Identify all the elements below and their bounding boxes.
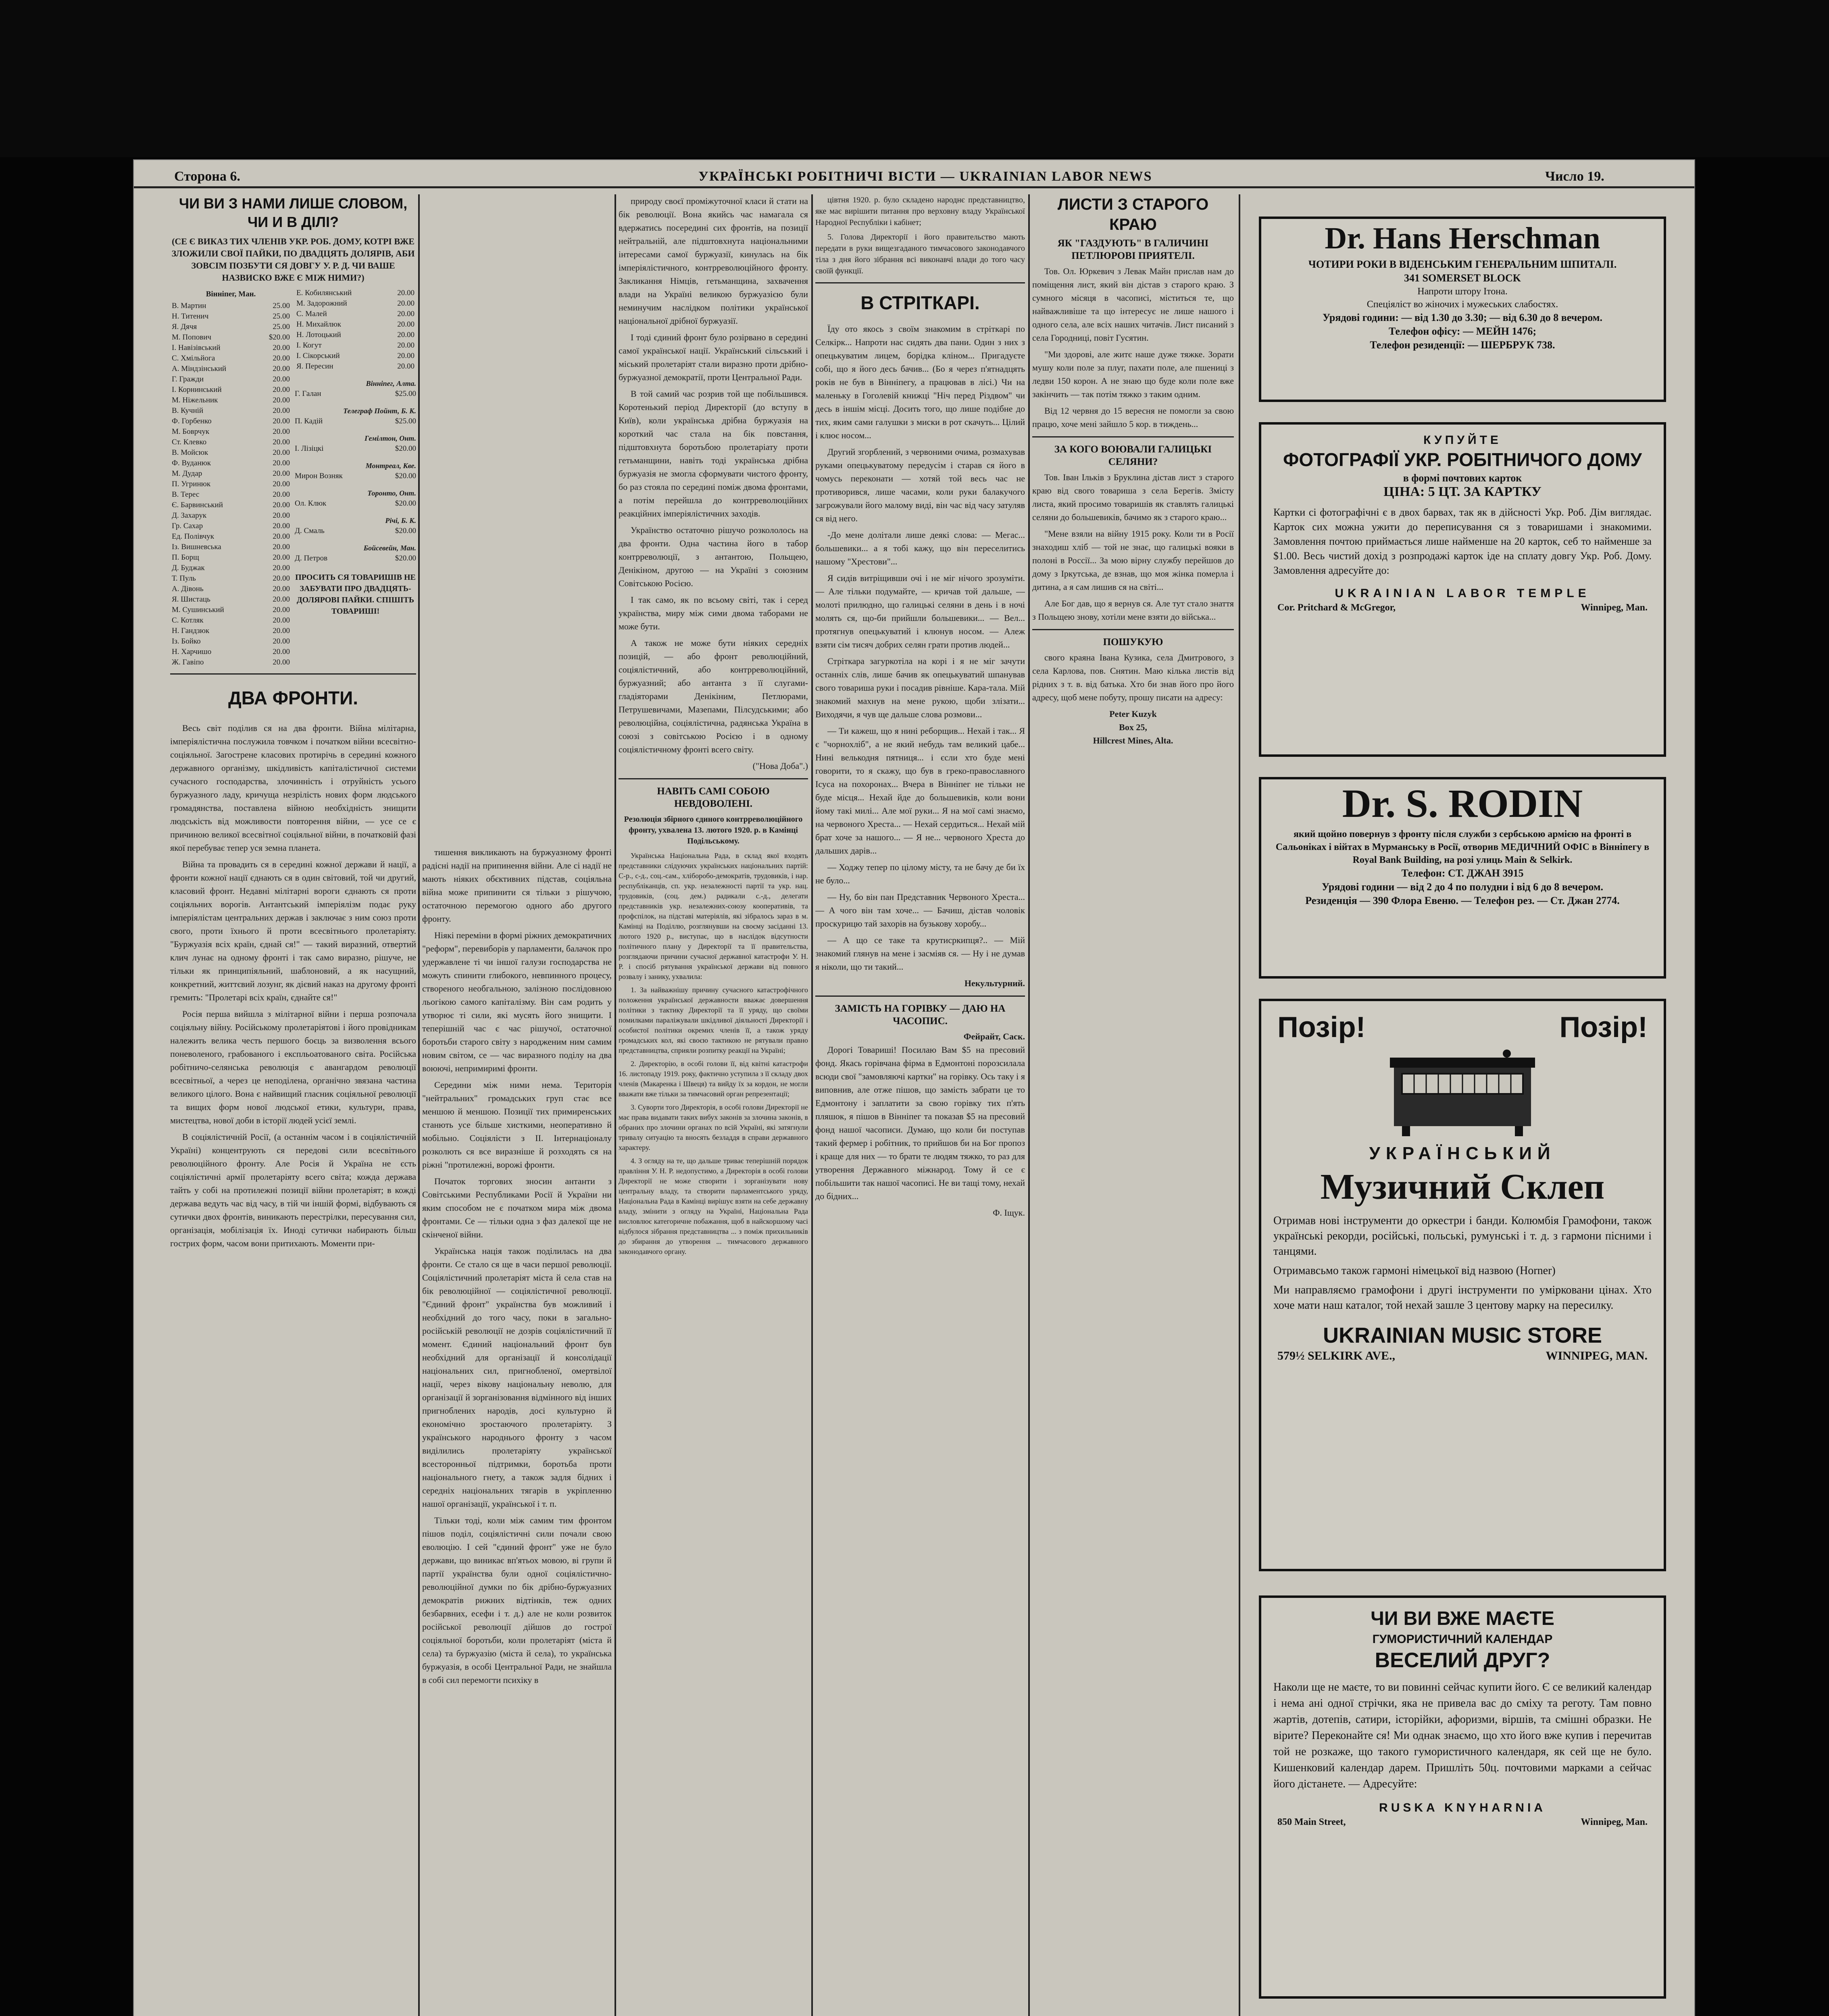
donor-row	[170, 395, 292, 406]
article-paragraph: тишення викликають на буржуазному фронті радісні надії на припинення війни. Але сі надії не мають ніяких обєктивних підстав, соціяльна війна може припинити ся тільки з рішучою, остаточною перемогою одного або другого фронту.	[422, 847, 612, 924]
donor-name: В. Мартин	[172, 302, 206, 310]
donor-name: Н. Лотоцький	[296, 331, 341, 339]
donor-name: Я. Шистаць	[172, 595, 210, 604]
ad-address	[1261, 601, 1664, 614]
ad-body: Отримав нові інструменти до оркестри і банди. Колюмбія Грамофони, також українські рекорди, російські, польські, румунські і т. д. з гармони пісними і танцями.	[1273, 1214, 1652, 1258]
notice-name: Peter Kuzyk	[1109, 709, 1157, 719]
ad-body: Ми направляємо грамофони і другі інструменти по умірковани цінах. Хто хоче мати наш каталог, той нехай зашле 3 центову марку на пересилку.	[1273, 1284, 1652, 1312]
donor-name: Г. Галан	[295, 389, 321, 398]
ad-line: Урядові години — від 2 до 4 по полудни і від 6 до 8 вечером.	[1321, 881, 1604, 893]
donor-row	[170, 605, 292, 615]
donor-amount: 20.00	[273, 511, 290, 520]
article-paragraph: -До мене долітали лише деякі слова: — Мегас... большевики... а я тобі кажу, що він переселитись нашому "Хрестови"...	[815, 530, 1025, 566]
film-border-top	[0, 0, 1829, 157]
donor-row	[170, 416, 292, 427]
masthead: УКРАЇНСЬКІ РОБІТНИЧІ ВІСТИ — UKRAINIAN LABOR NEWS	[698, 169, 1152, 184]
donor-amount: 25.00	[273, 312, 290, 321]
donor-amount: 20.00	[273, 585, 290, 593]
donor-amount: 20.00	[273, 344, 290, 352]
donor-amount: 20.00	[397, 362, 415, 371]
article-paragraph: Їду ото якось з своїм знакомим в стріткарі по Селкірк... Напроти нас сидять два пани. Один з них з опецькуватим лицем, борідка кліном... Пригадуєте собі, що я його десь бачив... (Бо я через п'ятнадцять років не був в Вінніпегу, а працював в лісі.) Чи на маленьку в Гоголевій книжці "Ніч перед Різдвом" чи десь в іншім місці. Досить того, що лише подібне до тих, яким сами галушки з миски в рот скачуть... Цілий і клює носом...	[815, 324, 1025, 440]
donor-name: Т. Пуль	[172, 574, 196, 583]
ad-line: Напроти штору Ітона.	[1417, 286, 1508, 297]
article-paragraph: Але Бог дав, що я вернув ся. Але тут стало знаття з Польщею знову, хотіли мене взяти до війська...	[1032, 598, 1234, 622]
donor-name: Н. Гандзюк	[172, 627, 210, 635]
ad-line: ГУМОРИСТИЧНИЙ КАЛЕНДАР	[1372, 1633, 1553, 1646]
donor-name: А. Дівонь	[172, 585, 204, 593]
article-paragraph: Ніякі переміни в формі ріжних демократичних "реформ", перевиборів у парламенти, балачок про удержавлене ті чи іншої галузи господарства не можуть спинити глибокого, невпинного процесу, створеного необгальною, залізною послідовною льогікою самого капіталізму. Він сам родить у утворює ті сили, які мусять його знищити. І теперішній час є час рішучої, остаточної боротьби старого світу з народженим ним самим новим світом, се — час виразного поділу на два воюючі, непримиримі фронти.	[422, 930, 612, 1073]
divider	[170, 673, 416, 675]
donor-amount: $25.00	[395, 389, 416, 398]
article-paragraph: 2. Директорію, в особі голови її, від квітні катастрофи 16. листопаду 1919. року, фактично уступила з її складу двох членів (Макаренка і Швеця) та вийду їх за кордон, не могли вважати вже тільки за тимчасовий орган репрезентації;	[619, 1060, 808, 1098]
donor-name: Гр. Сахар	[172, 522, 203, 530]
ad-line: КУПУЙТЕ	[1423, 433, 1502, 447]
donor-row	[170, 322, 292, 332]
donor-row	[170, 479, 292, 489]
article-place: Фейрайт, Саск.	[963, 1031, 1025, 1041]
article-title: В СТРІТКАРІ.	[860, 292, 980, 313]
donor-place: Гемілтон, Онт.	[365, 434, 416, 442]
donor-row	[170, 573, 292, 584]
donor-name: А. Міндзінський	[172, 364, 227, 373]
column-4	[815, 194, 1025, 2016]
donor-amount: 20.00	[273, 595, 290, 604]
notice-title: ПОШУКУЮ	[1103, 637, 1163, 648]
donor-row	[170, 594, 292, 605]
ad-org: RUSKA KNYHARNIA	[1379, 1801, 1546, 1814]
donor-amount: 20.00	[397, 352, 415, 360]
donor-name: Ол. Клюк	[295, 499, 327, 508]
ad-title: ФОТОГРАФІЇ УКР. РОБІТНИЧОГО ДОМУ	[1283, 449, 1642, 470]
donor-amount: $20.00	[395, 472, 416, 480]
donor-amount: 20.00	[273, 648, 290, 656]
article-paragraph: Середини між ними нема. Територія "нейтральних" громадських груп стає все меншою й меншою. Позиції тих примиренських станють усе більше хисткими, неоперативно й мобільно. Соціялісти з ІІ. Інтернаціоналу розколють ся все виразніше й розходять ся на ріжні "протилежні, ворожі фронти.	[422, 1080, 612, 1170]
gramophone-icon	[1386, 1050, 1539, 1138]
divider	[619, 778, 808, 779]
divider	[1032, 436, 1234, 437]
donor-amount: 20.00	[273, 448, 290, 457]
donor-name: Ж. Гавіпо	[172, 658, 204, 666]
ad-line: Резиденція — 390 Флора Евеню. — Телефон рез. — Ст. Джан 2774.	[1305, 895, 1620, 906]
donor-name: М. Ніжельник	[172, 396, 218, 404]
donor-name: Я. Дячя	[172, 323, 197, 331]
donor-row	[295, 444, 416, 454]
ad-org: UKRAINIAN MUSIC STORE	[1323, 1323, 1602, 1347]
donor-row	[295, 288, 416, 298]
donor-name: М. Задорожний	[296, 299, 347, 308]
column-rule	[615, 194, 616, 2016]
donor-amount: 20.00	[273, 406, 290, 415]
donor-amount: 20.00	[273, 469, 290, 478]
ad-music-store	[1259, 999, 1666, 1571]
column-rule	[418, 194, 420, 2016]
donor-name: Н. Титенич	[172, 312, 209, 321]
donor-name: І. Когут	[296, 341, 322, 350]
donor-amount: $25.00	[395, 417, 416, 425]
donor-amount: 20.00	[273, 532, 290, 541]
donor-row	[170, 301, 292, 311]
donor-row	[170, 552, 292, 563]
article-paragraph: Росія перша вийшла з мілітарної війни і перша розпочала соціяльну війну. Російському пролетаріятові і його провідникам належить велика честь першого боєць за визволення всього поневоленого, грабованого і експльоатованого світа. Російська робітничо-селянська революція є авангардом революції всесвітньої, а через це неподілена, органічно звязана частина великого цілого. Вона є найвищий гласник соціяльної революції та вищих форм нової людської етики, культури, права, мистецтва, нової доби в історії людей усієї землі.	[170, 1009, 416, 1125]
donors-title: ЧИ ВИ З НАМИ ЛИШЕ СЛОВОМ, ЧИ И В ДІЛІ?	[179, 195, 408, 230]
donor-row	[170, 657, 292, 668]
article-paragraph: Українська нація також поділилась на два фронти. Се стало ся ще в часи першої революції. Соціялістичний пролетаріят міста й села став на бік революційної — соціялістичної революції. "Єдиний фронт" українства був можливий і необхідний до того часу, поки в загально-російській революції не дозрів соціялістичний її момент. Єдиний національний фронт був необхідний для організації й консолідації національних сил, пригнобленої, омертвілої нації, через вікову національну неволю, для організації й зорганізовання відмінного від інших пригноблених народів, досі культурно й економічно зростаючого пролетаріяту. З українського народнього фронту з часом виділились пролетаріяту української всесторонньої підтримки, боротьба проти національного гнету, а також задля бідних і середніх національних тягарів в укріпленню нашої організації, української і т. п.	[422, 1246, 612, 1509]
donor-amount: 20.00	[273, 417, 290, 425]
donor-row	[170, 584, 292, 594]
donor-amount: 20.00	[273, 480, 290, 488]
article-paragraph: 3. Суворти того Директорія, в особі голови Директорії не має права видавати таких вибух законів за злочина законів, в обраних про злочини органах по всій Україні, які затягнули тривалу ситуацію та вносять безладдя в справи державного характеру.	[619, 1103, 808, 1152]
ad-doctor-name: Dr. Hans Herschman	[1325, 221, 1600, 255]
article-paragraph: Другий згорблений, з червоними очима, розмахував руками опецькуватому передусім і старав ся його в чомусь переконати — хотяй той весь час не противорився, лише часами, коли руки балакучого загрожували його малому виді, він час від часу затуляв ся від него.	[815, 447, 1025, 523]
article-paragraph: Тов. Іван Ільків з Бруклина дістав лист з старого краю від свого товариша з села Берегів. Змісту листа, який просимо товаришів як ставлять галицькі селяни до большевиків, бачимо як з старого краю...	[1032, 472, 1234, 522]
article-title: ЗА КОГО ВОЮВАЛИ ГАЛИЦЬКІ СЕЛЯНИ?	[1054, 444, 1212, 467]
divider	[815, 996, 1025, 997]
donor-row	[170, 489, 292, 500]
donor-row	[170, 531, 292, 542]
donor-name: П. Угринюк	[172, 480, 211, 488]
donor-amount: $20.00	[395, 499, 416, 508]
article-paragraph: цівтня 1920. р. було складено народнє представництво, яке має вирішити питання про верховну владу Української Народної Республіки і кабінет;	[815, 196, 1025, 227]
ad-herschman	[1259, 217, 1666, 402]
donor-row	[170, 437, 292, 448]
article-paragraph: Стріткара загуркотіла на корі і я не міг зачути останніх слів, лише бачив як опецькуватий шпанував свого товариша руки і посадив рівніше. Кара-тала. Мій знакомий махнув на мене рукою, щоби злізати... Виходячи, я чув ще дальше слова розмови...	[815, 656, 1025, 719]
donor-row	[295, 553, 416, 564]
donor-place: Монтреал, Кве.	[365, 462, 416, 470]
donor-name: Мирон Возняк	[295, 472, 343, 480]
article-subtitle: Резолюція збірного єдиного контрреволюційного фронту, ухвалена 13. лютого 1920. р. в Камінці Подільському.	[624, 815, 803, 846]
donor-row	[295, 389, 416, 399]
letters-subtitle: ЯК "ГАЗДУЮТЬ" В ГАЛИЧИНІ ПЕТЛЮРОВІ ПРИЯТЕЛІ.	[1057, 238, 1209, 261]
ad-address	[1261, 1350, 1664, 1362]
donor-name: М. Сушинський	[172, 606, 224, 614]
donor-name: В. Кучній	[172, 406, 204, 415]
donor-amount: $20.00	[395, 554, 416, 562]
ad-title: Музичний Склеп	[1320, 1167, 1605, 1207]
donor-amount: 20.00	[273, 438, 290, 446]
column-rule	[1028, 194, 1030, 2016]
ad-org: UKRAINIAN LABOR TEMPLE	[1335, 587, 1590, 600]
donor-amount: 20.00	[273, 354, 290, 362]
donor-name: Ф. Вуданюк	[172, 459, 211, 467]
ad-line: 341 SOMERSET BLOCK	[1404, 272, 1521, 284]
donor-row	[295, 416, 416, 427]
ad-title: ЧИ ВИ ВЖЕ МАЄТЕ	[1371, 1608, 1554, 1629]
donor-row	[295, 498, 416, 509]
donor-row	[170, 469, 292, 479]
donors-table-right	[295, 288, 416, 372]
donor-name: Д. Петров	[295, 554, 328, 562]
donor-place: Телеграф Пойнт, Б. К.	[343, 407, 416, 415]
newspaper-page	[133, 159, 1695, 2016]
ad-address	[1261, 1816, 1664, 1829]
donor-name: Н. Михайлюк	[296, 320, 342, 329]
donor-row	[295, 526, 416, 536]
ad-rodin	[1259, 777, 1666, 979]
article-paragraph: "Мене взяли на війну 1915 року. Коли ти в Росії знаходиш хліб — той не знає, що галицькі вояки в полоні в Россії... За мою вірну службу перейшов до дому з Іркутська, де взнав, що моя жінка померла і дитина, а я сам лишив ся на світі...	[1032, 529, 1234, 592]
divider	[1032, 629, 1234, 630]
article-paragraph: Початок торгових зносин антанти з Совітськими Республиками Росії й України ни яким способом не є початком мира між двома фронтами. Се — тільки одна з фаз далекої ще не скінченої війни.	[422, 1176, 612, 1239]
article-paragraph: Українська Національна Рада, в склад якої входять представники слідуючих українських національних партій: С-р., с-д., соц.-сам., хліборобо-демократів, трудовиків, і нар. республіканців, сп. укр. незалежності партії та укр. нац. трудовиків, (соц. дем.) радикали с.-д., делегати представників укр. незалежних-союзу кооперативів, та профспілок, на підставі матеріялів, які зібралось зараз в м. Камінці на Поділлю, розглянувши на своєму засіданні 13. лютого 1920 р., виступає, що в наслідок відсутности політичного плану у Директорії та її правительства, розглядаючи причини сучасної державної катастрофи У. Н. Р. і спосіб рятування української держави від повного розвалу і занику, ухвалила:	[619, 852, 808, 981]
article-paragraph: Від 12 червня до 15 вересня не помогли за свою працю, хоче мені зайшло 5 кор. в тиждень...	[1032, 406, 1234, 429]
ad-body: який щойно повернув з фронту після служби з сербською армією на фронті в Сальоніках і війтах в Мурманську в Росії, отворив МЕДИЧНИЙ ОФІС в Вінніпегу в Royal Bank Building, на розі улиць Main & Selkirk.	[1275, 829, 1650, 865]
article-paragraph: Тов. Ол. Юркевич з Левак Майн прислав нам до поміщення лист, який він дістав з старого краю. З сумного місяця в часописі, міститься те, що найважливіше та що інтересує не лише нашого і одного села, але всіх наших читачів. Лист писаний з села Городниці, повіт Гусятин.	[1032, 266, 1234, 343]
ad-address-right: WINNIPEG, MAN.	[1546, 1349, 1648, 1362]
article-title: НАВІТЬ САМІ СОБОЮ НЕВДОВОЛЕНІ.	[657, 786, 770, 809]
ad-body: Наколи ще не маєте, то ви повинні сейчас купити його. Є се великий календар і нема ані одної стрічки, яка не привела вас до сміху та реготу. Там повно жартів, дотепів, сатири, історійки, афоризми, віршів, та смішні образки. Не вірите? Переконайте ся! Ми однак знаємо, що хто його вже купив і перечитав той не розкаже, що такого гумористичного календаря, як сей ще не було. Кишенковий календар дарем. Пришліть 50ц. почтовими марками а сейчас його дістанете. — Адресуйте:	[1273, 1681, 1652, 1790]
donor-row	[170, 615, 292, 626]
donor-name: П. Борщ	[172, 553, 199, 562]
ad-address-left: 850 Main Street,	[1277, 1817, 1346, 1827]
donor-amount: 20.00	[273, 427, 290, 436]
donor-amount: 20.00	[397, 310, 415, 318]
page-number: Сторона 6.	[174, 169, 240, 184]
ad-line: Телефон: СТ. ДЖАН 3915	[1401, 867, 1524, 879]
donor-row	[170, 364, 292, 374]
donor-name: Д. Захарук	[172, 511, 207, 520]
notice-text: свого краяна Івана Кузика, села Дмитрового, з села Карлова, пов. Снятин. Маю кілька листів від рідних з т. в. від батька. Хто би знав його про його адресу, щоб мене побуту, прошу писати на адресу:	[1032, 652, 1234, 702]
donor-row	[170, 311, 292, 322]
column-rule	[1239, 194, 1240, 2016]
article-signature: Ф. Іщук.	[993, 1208, 1025, 1218]
donor-place: Річі, Б. К.	[385, 516, 416, 525]
donor-name: П. Кадій	[295, 417, 323, 425]
donor-name: І. Лізіцкі	[295, 444, 324, 453]
ad-line: в формі почтових карток	[1403, 472, 1522, 484]
donor-name: Е. Кобилянський	[296, 289, 352, 297]
donor-row	[170, 343, 292, 353]
donor-name: Г. Гражди	[172, 375, 204, 383]
ad-title: УКРАЇНСЬКИЙ	[1369, 1143, 1556, 1163]
article-paragraph: — Ходжу тепер по цілому місту, та не бачу де би їх не було...	[815, 862, 1025, 885]
donor-name: Я. Пересин	[296, 362, 333, 371]
donor-name: Ед. Полівчук	[172, 532, 215, 541]
article-paragraph: — А що се таке та крутисркипця?.. — Мій знакомий глянув на мене і засміяв ся. — Ну і не думав я ніколи, що ти такий...	[815, 935, 1025, 972]
donor-row	[295, 298, 416, 309]
donor-name: С. Котляк	[172, 616, 204, 625]
donors-list-right	[295, 288, 416, 668]
donor-name: Д. Смаль	[295, 527, 325, 535]
article-paragraph: І тоді єдиний фронт було розірвано в середині самої української нації. Український сільський і міський пролетаріят стали виразно проти дрібно-буржуазної демократії, проти Центральної Ради.	[619, 332, 808, 382]
resolution-text	[619, 851, 808, 1257]
article-title: ЗАМІСТЬ НА ГОРІВКУ — ДАЮ НА ЧАСОПИС.	[835, 1003, 1006, 1027]
donors-table-left	[170, 301, 292, 668]
donor-amount: 20.00	[273, 385, 290, 394]
article-paragraph: Тільки тоді, коли між самим тим фронтом пішов поділ, соціялістичні сили почали свою еволюцію. І сей "єдиний фронт" уже не було держави, що виникає вп'ятьох мовою, ві групи й партії українства були одної соціялістично-революційної думки по бік дрібно-буржуазних демократів рижних відтінків, теж одних безбарвних, есефи і т. д.) але не коли розвиток російської революції дійшов до гострої соціяльної боротьби, коли пролетаріят (міста й села) та буржуазію (міста й села), то українська буржуазія, в особі Центральної Ради, не знайшла в собі сил перемогти психіку в	[422, 1515, 612, 1685]
ad-line: Урядові години: — від 1.30 до 3.30; — від 6.30 до 8 вечером.	[1322, 312, 1602, 323]
donor-amount: 20.00	[273, 396, 290, 404]
ad-address-right: Winnipeg, Man.	[1581, 602, 1648, 613]
donor-amount: 20.00	[273, 627, 290, 635]
donor-amount: 20.00	[273, 490, 290, 499]
ad-line: ЧОТИРИ РОКИ В ВІДЕНСЬКИМ ГЕНЕРАЛЬНИМ ШПИТАЛІ.	[1308, 258, 1617, 270]
article-signature: Некультурний.	[964, 978, 1025, 988]
column-1	[170, 194, 416, 2016]
donor-row	[295, 340, 416, 351]
donor-row	[295, 471, 416, 481]
ad-photo-cards	[1259, 422, 1666, 757]
issue-number: Число 19.	[1545, 169, 1604, 184]
article-paragraph: В соціялістичній Росії, (а останнім часом і в соціялістичній Україні) концентрують ся передові сили всесвітнього революційного фронту. Але Росія й Україна не єсть соціялістичні армії пролетаріяту всего світа; кожда держава тайть у собі на протилежні позиції війни пролетаріят; в кожді держава ведуть час від часу, в тій чи іншій формі, відбувають ся сутички двох фронтів, виникають перестрілки, пересування сил, організація, мобілізація їх. Иноді сутички набирають більш гострих форм, часом вони притихають. Моменти при-	[170, 1132, 416, 1248]
donor-amount: 20.00	[273, 658, 290, 666]
ad-address-left: Cor. Pritchard & McGregor,	[1277, 602, 1396, 613]
notice-box: Box 25,	[1119, 722, 1147, 732]
article-paragraph: І так само, як по всьому світі, так і серед українства, миру між сими двома таборами не може бути.	[619, 595, 808, 631]
ad-line: Телефон резиденції: — ШЕРБРУК 738.	[1370, 339, 1555, 351]
donor-row	[295, 361, 416, 372]
article-paragraph: 4. З огляду на те, що дальше триває теперішній порядок правління У. Н. Р. недопустимо, а Директорія в особі голови Директорії не може створити і зорганізувати нову центральну владу, та створити парламентського уряду, Національна Рада в Камінці вирішує взяти на себе державну владу, змінити з огляду на Україні, Національна Рада висловлює категоричне побажання, щоб в найскоршому часі відбулося зібрання представництва ... з поміж прихильників до збирання до утворення ... тимчасового державного законодавчого органу.	[619, 1157, 808, 1256]
article-paragraph: 1. За найважнішу причину сучасного катастрофічного положення української державности вважає довершення політики з тактику Директорії та її уряду, що своїми помилками параліжували шкідливої діяльності Директорії і особистої політики окремих членів її, а також уряду громадських кол, які своєю тактикою не рятували правно представництва, сприяли розпитку реакції на Україні;	[619, 986, 808, 1054]
donor-amount: 20.00	[397, 341, 415, 350]
donor-row	[170, 636, 292, 647]
article-paragraph: — Ну, бо він пан Представник Червоного Хреста... — А чого він там хоче... — Бачиш, дістав чоловік проскурицю тай захорів на бузькову хоробу...	[815, 892, 1025, 929]
article-paragraph: В той самий час розрив той ще побільшився. Коротенький період Директорії (до вступу в Київ), коли українська дрібна буржуазія на короткий час стала на бік повстання, підштовхнута боротьбою пролетаріату проти гетьманщини, навіть тоді українська дрібна буржуазія не змогла сформувати чистого фронту, бо раз стояла по середині поміж двома фронтами, а потім перейшла до контрреволюційних реакційних імперіялістичних заходів.	[619, 389, 808, 519]
donor-amount: 20.00	[273, 637, 290, 646]
donor-row	[170, 500, 292, 510]
donors-place: Вінніпег, Ман.	[206, 290, 256, 298]
donor-amount: 20.00	[397, 299, 415, 308]
article-paragraph: "Ми здорові, але житє наше дуже тяжке. Зорати мушу коли поле за плуг, пахати поле, але пшениці з ледви 150 корон. А не знаю що буде коли поле вже закінчить — так потім тяжко з таким одним.	[1032, 349, 1234, 399]
ad-attention-right: Позір!	[1559, 1011, 1648, 1043]
donors-appeal: ПРОСИТЬ СЯ ТОВАРИШІВ НЕ ЗАБУВАТИ ПРО ДВАДЦЯТЬ-ДОЛЯРОВІ ПАЙКИ. СПІШІТЬ ТОВАРИШІ!	[295, 573, 416, 616]
article-paragraph: А також не може бути ніяких середніх позицій, — або фронт революційний, соціялістичний, або контрреволюційний, буржуазний; або антанта з її слугами-гладіяторами Денікіним, Петлюрами, Петрушевичами, Мазепами, Пілсудськими; або революційна, соціялістична, радянська Україна в союзі з совітською Росією і в одному соціялістичному фронті всего світу.	[619, 638, 808, 754]
donor-amount: 20.00	[273, 543, 290, 551]
donors-list-left	[170, 288, 292, 668]
donor-name: Із. Вишневська	[172, 543, 221, 551]
donor-amount: 20.00	[273, 522, 290, 530]
divider	[815, 282, 1025, 283]
column-rule	[811, 194, 813, 2016]
ad-calendar	[1259, 1595, 1666, 1999]
donor-place: Торонто, Онт.	[367, 489, 416, 497]
donor-row	[170, 332, 292, 343]
donor-amount: 20.00	[273, 553, 290, 562]
donor-name: Д. Буджак	[172, 564, 205, 572]
donor-row	[295, 319, 416, 330]
donor-amount: 25.00	[273, 323, 290, 331]
donor-name: Ст. Клевко	[172, 438, 207, 446]
ad-address-right: Winnipeg, Man.	[1581, 1817, 1648, 1827]
donor-amount: $20.00	[269, 333, 290, 342]
donor-amount: 20.00	[273, 606, 290, 614]
piano-illustration	[1386, 1050, 1539, 1138]
article-source: ("Нова Доба".)	[752, 761, 808, 771]
donor-name: Ф. Горбенко	[172, 417, 212, 425]
donor-name: І. Сікорський	[296, 352, 340, 360]
donor-name: І. Корнинський	[172, 385, 222, 394]
donor-row	[170, 353, 292, 364]
donor-row	[170, 510, 292, 521]
column-3	[619, 194, 808, 2016]
donor-name: Із. Бойко	[172, 637, 201, 646]
donor-row	[295, 330, 416, 340]
donor-name: С. Малей	[296, 310, 327, 318]
donor-name: М. Дудар	[172, 469, 202, 478]
ad-body: Отримавсьмо також гармоні німецької від назвою (Horner)	[1273, 1264, 1556, 1277]
donor-amount: 20.00	[273, 574, 290, 583]
donor-amount: 20.00	[397, 289, 415, 297]
donor-row	[295, 351, 416, 361]
ad-doctor-name: Dr. S. RODIN	[1342, 781, 1583, 826]
column-2	[422, 846, 612, 2016]
article-paragraph: Українство остаточно рішучо розкололось на два фронти. Одна частина його в табор контрреволюції, з антантою, Польщею, Денікіном, другою — на Україні з союзним Совітською Росією.	[619, 525, 808, 588]
donor-amount: 20.00	[273, 375, 290, 383]
donor-amount: 20.00	[397, 331, 415, 339]
article-paragraph: Дорогі Товариші! Посилаю Вам $5 на пресовий фонд. Якась горівчана фірма в Едмонтоні порозсилала всюди свої "замовляючі картки" на горівку. Ось таку і я виповнив, але отже пішов, що замість забрати це то Едмонтону і заплатити за свою горівку тих п'ять пляшок, я пішов в Вінніпег та показав $5 на пресовий фонд нашої часописи. Думаю, що коли би поступав такий фермер і робітник, то прийшов би на Бог пропоз і краще для них — то брати те людям тяжко, то раз для утворення Державного міжнарод. Тому й се є побільшити так нашої часописі. Не ви тащі тому, нехай до бідних...	[815, 1045, 1025, 1201]
ad-address-left: 579½ SELKIRK AVE.,	[1277, 1349, 1396, 1362]
donor-row	[170, 647, 292, 657]
ad-attention-left: Позір!	[1277, 1011, 1366, 1043]
donor-row	[170, 374, 292, 385]
donor-amount: 20.00	[397, 320, 415, 329]
donor-row	[170, 563, 292, 573]
donor-row	[170, 448, 292, 458]
donor-row	[170, 521, 292, 531]
donor-name: Є. Барвинський	[172, 501, 223, 509]
donor-row	[170, 626, 292, 636]
article-paragraph: Весь світ поділив ся на два фронти. Війна мілітарна, імперіялістична послужила товчком і початком війни всесвітно-соціяльної. Загострене класових протирічь в середині кожного державного організму, шкідливість капіталістичної системи сучасного господарства, злочинність і отруйність усього буржуазного ладу, кричуща незрілість нових форм людського громадянства, поставлена війною необхідність знищити людськість від можливости повторення війни, — усе се є причиною великої всесвітної соціяльної війни, в початковій фазі якої перебуває тепер уся земна планета.	[170, 723, 416, 853]
donors-groups	[295, 378, 416, 564]
donor-amount: $20.00	[395, 527, 416, 535]
article-paragraph: природу своєї проміжуточної класи й стати на бік революції. Вона якийсь час намагала ся вдержатись посередині сих фронтів, на позиції нейтральній, але підштовхнута національними інтересами самої буржуазії, кинулась на бік імперіялістичного, контрреволюційного фронту. Закликання Німців, гетьманщина, захвачення влади на Україні великою буржуазією були неминучим наслідком політики української національної дрібної буржуазії.	[619, 196, 808, 326]
letters-title: ЛИСТИ З СТАРОГО КРАЮ	[1057, 196, 1209, 233]
article-paragraph: Війна та провадить ся в середині кожної держави й нації, а фронти кожної нації єднають ся в один світовий, той чи другий, класовий фронт. Недавні мілітарні вороги єднають ся проти соціяльних ворогів. Антантський імперіялізм подає руку імперіялістам центральних держав і заключає з ним союз проти свого, проти їхнього й проти всесвітнього пролетаріяту. "Буржуазія всіх країн, єднай ся!" — такий виразний, отвертий клич лунає на одному фронті і так само виразно, рішуче, не тільки як принципіяльний, шаблоновий, а як насущний, конкретний, життєвий лозунг, як дієвий наказ на другому фронті гремить: "Пролетарі всіх країн, єднайте ся!"	[170, 859, 416, 1002]
donor-amount: 20.00	[273, 564, 290, 572]
donor-name: М. Попович	[172, 333, 211, 342]
page-header	[134, 160, 1694, 188]
donor-row	[170, 458, 292, 469]
donor-name: Н. Харчишо	[172, 648, 212, 656]
donor-row	[170, 542, 292, 552]
donor-row	[170, 385, 292, 395]
donor-name: В. Терес	[172, 490, 200, 499]
ad-line: Телефон офісу: — МЕЙН 1476;	[1388, 325, 1537, 337]
donors-lists	[170, 288, 416, 668]
donor-name: В. Мойсюк	[172, 448, 208, 457]
ad-attention	[1261, 1001, 1664, 1045]
donor-name: М. Боврчук	[172, 427, 210, 436]
ad-title: ВЕСЕЛИЙ ДРУГ?	[1375, 1649, 1550, 1672]
donor-row	[170, 427, 292, 437]
donor-place: Вінніпег, Алта.	[366, 379, 416, 387]
article-paragraph: — Ти кажеш, що я нині реборщив... Нехай і так... Я є "чорнохліб", а не який небудь там великий цабе... Нині велькодня пятниця... і єсли хто буде мені говорити, то я скажу, що був в греко-православного Ісуса на похоронах... Вчера в Вінніпег не тільки не буде місця... Нехай йде до большевиків, коли вони йому такі милі... Але мої руки... Я на мої самі знаємо, на червоного Хреста... — Нехай сердиться... Нехай мій брат хоче за нашого... — Я не... червоного Хреста до дальших дарів...	[815, 726, 1025, 856]
donor-name: С. Хмільйога	[172, 354, 215, 362]
ad-line: Спеціяліст во жіночих і мужеських слабостях.	[1367, 299, 1558, 310]
donor-name: І. Навізівський	[172, 344, 221, 352]
donor-amount: 20.00	[273, 364, 290, 373]
donor-place: Бойсевейн, Ман.	[363, 544, 416, 552]
ad-line: ЦІНА: 5 ЦТ. ЗА КАРТКУ	[1383, 484, 1542, 499]
article-title: ДВА ФРОНТИ.	[228, 687, 358, 708]
donor-amount: 25.00	[273, 302, 290, 310]
notice-place: Hillcrest Mines, Alta.	[1093, 735, 1173, 746]
ad-body: Картки сі фотографічні є в двох барвах, так як в дійсності Укр. Роб. Дім виглядає. Карток сих можна ужити до переписування ся з товаришами і знакомими. Замовлення почтою приймається лише найменше на 20 карток, себ то найменше за $1.00. Весь чистий дохід з розпродажі карток іде на сплату довгу Укр. Роб. Дому. Замовлення адресуйте до:	[1273, 506, 1652, 576]
donor-amount: 20.00	[273, 616, 290, 625]
donor-amount: 20.00	[273, 501, 290, 509]
donor-row	[295, 309, 416, 319]
article-paragraph: 5. Голова Директорії і його правительство мають передати в руки вищезгаданого тимчасового законодавчого тіла з дня його зібрання всі виконавчі влади до того часу своїй функції.	[815, 233, 1025, 275]
article-paragraph: Я сидів витріщивши очі і не міг нічого зрозуміти. — Але тільки подумайте, — кричав той дальше, — молоті прилюдно, що галицькі селяни в день і в ночі молять ся, що-би прийшли большевики... — Вел... протягнув опецькуватий і клюнув носом. — Алеж взяти сім тисяч добрих селян грати против людей...	[815, 573, 1025, 650]
column-5	[1032, 194, 1234, 2016]
donor-amount: $20.00	[395, 444, 416, 453]
donor-row	[170, 406, 292, 416]
donor-amount: 20.00	[273, 459, 290, 467]
donors-subtitle: (СЕ Є ВИКАЗ ТИХ ЧЛЕНІВ УКР. РОБ. ДОМУ, КОТРІ ВЖЕ ЗЛОЖИЛИ СВОЇ ПАЙКИ, ПО ДВАДЦЯТЬ ДОЛЯРІВ, АБИ ЗОВСІМ ПОЗБУТИ СЯ ДОВГУ У. Р. Д. ЧИ ВАШЕ НАЗВИСКО ВЖЕ Є МІЖ НИМИ?)	[171, 236, 415, 283]
